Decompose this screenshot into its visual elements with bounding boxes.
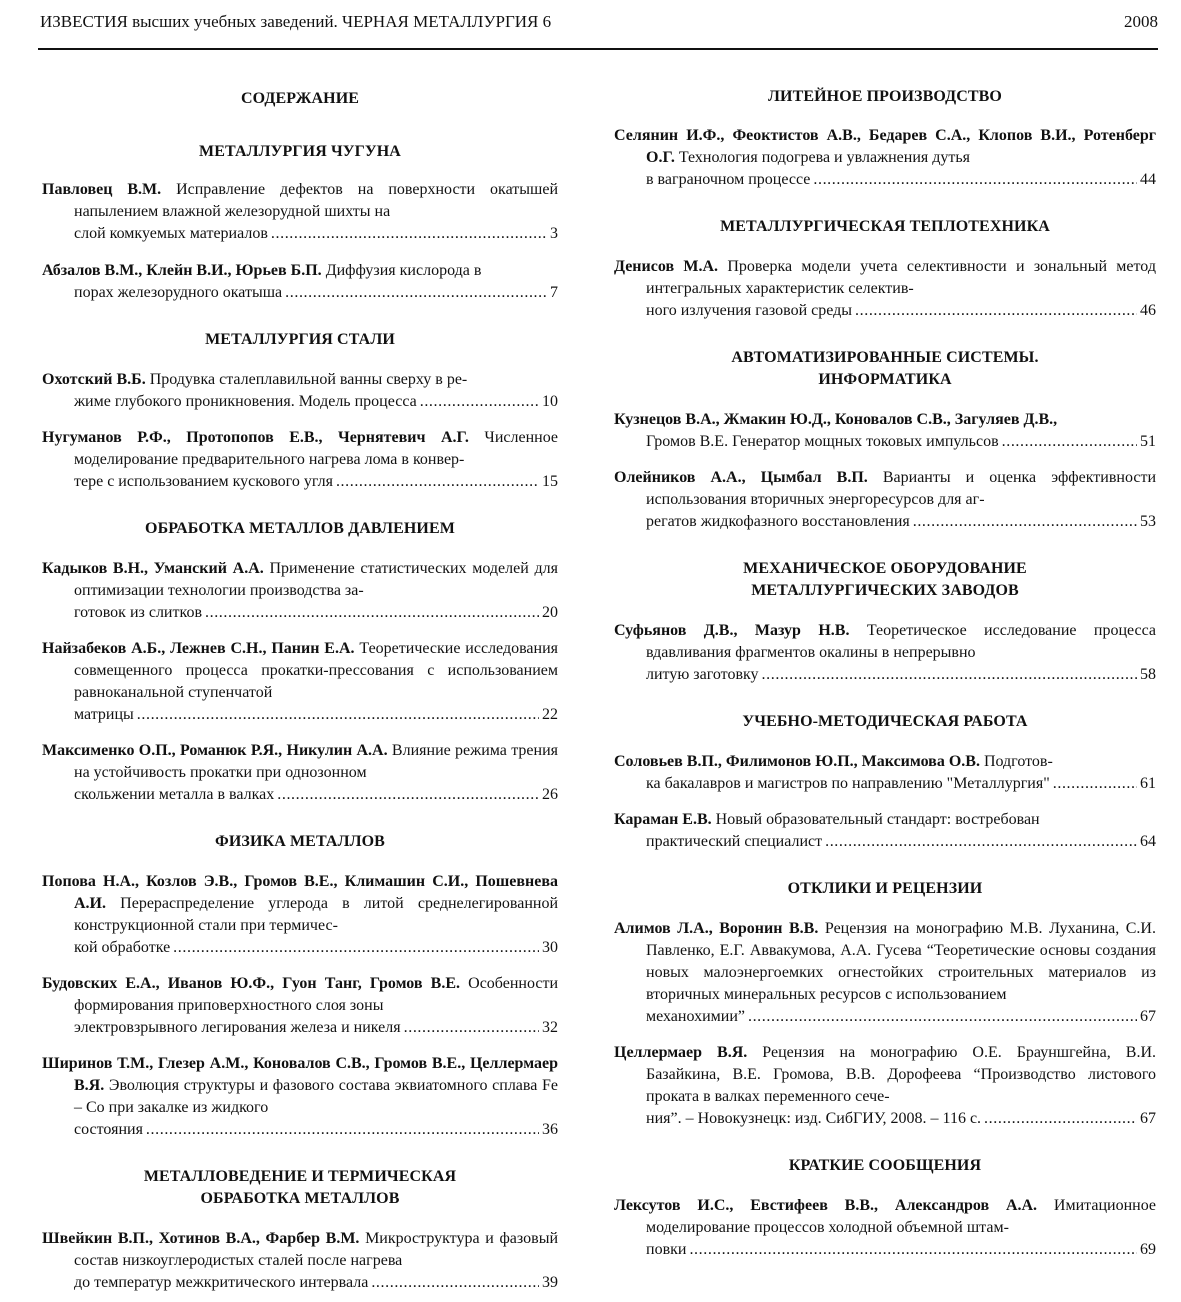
entry-authors: Олейников А.А., Цымбал В.П. xyxy=(614,469,868,486)
dot-leader xyxy=(173,937,539,959)
page-number: 69 xyxy=(1140,1241,1156,1258)
toc-entry[interactable] xyxy=(42,638,558,726)
section-title: АВТОМАТИЗИРОВАННЫЕ СИСТЕМЫ. xyxy=(731,349,1039,366)
section-title-line2: ИНФОРМАТИКА xyxy=(818,371,952,388)
entry-title: Рецензия на монографию М.В. Луханина, С.И. Павленко, Е.Г. Аввакумова, А.А. Гусева “Теоретические основы создания новых малоэнергоемких огнестойких строительных материалов из вторичных минеральных ресурсов с использованием xyxy=(646,920,1156,1003)
entry-title: Теоретическое исследование процесса вдавливания фрагментов окалины в непрерывно xyxy=(646,622,1157,661)
entry-title-end: кой обработке xyxy=(74,939,171,956)
entry-title: Исправление дефектов на поверхности окатышей напылением влажной железорудной шихты на xyxy=(74,181,558,220)
entry-title: Проверка модели учета селективности и зональный метод интегральных характеристик селектив- xyxy=(646,258,1156,297)
dot-leader xyxy=(855,300,1137,322)
section-title-line2: ОБРАБОТКА МЕТАЛЛОВ xyxy=(200,1190,400,1207)
dot-leader xyxy=(371,1272,539,1294)
entry-title: Особенности формирования приповерхностного слоя зоны xyxy=(74,975,559,1014)
entry-title: Теоретические исследования совмещенного процесса прокатки-прессования с использованием равноканальной ступенчатой xyxy=(74,640,559,701)
dot-leader xyxy=(205,602,539,624)
entry-title: Численное моделирование предварительного нагрева лома в конвер- xyxy=(74,429,558,468)
toc-entry[interactable] xyxy=(614,1042,1156,1130)
dot-leader xyxy=(825,831,1137,853)
entry-title-end: практический специалист xyxy=(646,833,823,850)
dot-leader xyxy=(748,1006,1137,1028)
toc-entry[interactable] xyxy=(614,751,1156,795)
toc-entry[interactable] xyxy=(42,1053,558,1141)
entry-title-end: тере с использованием кускового угля xyxy=(74,473,333,490)
journal-title: ИЗВЕСТИЯ высших учебных заведений. ЧЕРНАЯ МЕТАЛЛУРГИЯ 6 xyxy=(40,12,552,31)
issue-year: 2008 xyxy=(1124,12,1158,31)
toc-entry[interactable] xyxy=(42,260,558,304)
toc-entry[interactable] xyxy=(42,558,558,624)
entry-title: Технология подогрева и увлажнения дутья xyxy=(674,149,971,166)
running-header xyxy=(40,8,1158,36)
dot-leader xyxy=(1002,431,1137,453)
dot-leader xyxy=(271,223,547,245)
dot-leader xyxy=(336,471,539,493)
entry-authors: Максименко О.П., Романюк Р.Я., Никулин А.А. xyxy=(42,742,388,759)
right-column xyxy=(614,86,1156,1261)
entry-title: Микроструктура и фазовый состав низкоуглеродистых сталей после нагрева xyxy=(74,1230,559,1269)
toc-entry[interactable] xyxy=(614,809,1156,853)
page-number: 22 xyxy=(542,706,558,723)
page-number: 64 xyxy=(1140,833,1156,850)
left-column xyxy=(42,86,558,1294)
entry-title-end: в ваграночном процессе xyxy=(646,171,811,188)
entry-authors: Лексутов И.С., Евстифеев В.В., Александров А.А. xyxy=(614,1197,1038,1214)
page-number: 61 xyxy=(1140,775,1156,792)
entry-title-end: ния”. – Новокузнецк: изд. СибГИУ, 2008. – 116 с. xyxy=(646,1110,982,1127)
dot-leader xyxy=(913,511,1137,533)
toc-entry[interactable] xyxy=(614,125,1156,191)
entry-title-end: литую заготовку xyxy=(646,666,759,683)
page-number: 53 xyxy=(1140,513,1156,530)
page-number: 3 xyxy=(550,225,558,242)
entry-authors: Будовских Е.А., Иванов Ю.Ф., Гуон Танг, Громов В.Е. xyxy=(42,975,461,992)
entry-title: Подготов- xyxy=(979,753,1053,770)
toc-entry[interactable] xyxy=(614,409,1156,453)
entry-authors: Суфьянов Д.В., Мазур Н.В. xyxy=(614,622,850,639)
entry-authors: Ширинов Т.М., Глезер А.М., Коновалов С.В., Громов В.Е., Целлермаер В.Я. xyxy=(42,1055,558,1094)
entry-title: Применение статистических моделей для оптимизации технологии производства за- xyxy=(74,560,558,599)
entry-title-end: повки xyxy=(646,1241,687,1258)
page-number: 20 xyxy=(542,604,558,621)
dot-leader xyxy=(813,169,1137,191)
page-number: 46 xyxy=(1140,302,1156,319)
entry-title-end: готовок из слитков xyxy=(74,604,202,621)
section-heading xyxy=(614,347,1156,391)
entry-title: Рецензия на монографию О.Е. Брауншгейна, В.И. Базайкина, В.Е. Громова, В.В. Дорофеева “Производство листового проката в валках переменного сече- xyxy=(646,1044,1157,1105)
entry-title-end: до температур межкритического интервала xyxy=(74,1274,369,1291)
entry-title: Перераспределение углерода в литой среднелегированной конструкционной стали при термичес- xyxy=(74,895,558,934)
section-heading xyxy=(42,1166,558,1210)
toc-entry[interactable] xyxy=(614,918,1156,1028)
page-number: 44 xyxy=(1140,171,1156,188)
section-title: МЕТАЛЛУРГИЯ СТАЛИ xyxy=(205,331,395,348)
toc-entry[interactable] xyxy=(42,179,558,245)
entry-authors: Охотский В.Б. xyxy=(42,371,146,388)
page-number: 67 xyxy=(1140,1110,1156,1127)
section-title: МЕХАНИЧЕСКОЕ ОБОРУДОВАНИЕ xyxy=(743,560,1027,577)
dot-leader xyxy=(420,391,539,413)
entry-title: Имитационное моделирование процессов холодной объемной штам- xyxy=(646,1197,1156,1236)
page-number: 36 xyxy=(542,1121,558,1138)
section-title: ФИЗИКА МЕТАЛЛОВ xyxy=(215,833,385,850)
toc-entry[interactable] xyxy=(42,973,558,1039)
entry-title: Диффузия кислорода в xyxy=(321,262,482,279)
entry-title: Влияние режима трения на устойчивость прокатки при однозонном xyxy=(74,742,558,781)
toc-entry[interactable] xyxy=(42,369,558,413)
toc-entry[interactable] xyxy=(42,427,558,493)
entry-authors: Кадыков В.Н., Уманский А.А. xyxy=(42,560,264,577)
page-number: 10 xyxy=(542,393,558,410)
section-title: ЛИТЕЙНОЕ ПРОИЗВОДСТВО xyxy=(768,88,1002,105)
page-number: 15 xyxy=(542,473,558,490)
entry-authors: Попова Н.А., Козлов Э.В., Громов В.Е., Климашин С.И., Пошевнева А.И. xyxy=(42,873,558,912)
entry-title-end: регатов жидкофазного восстановления xyxy=(646,513,910,530)
entry-authors: Абзалов В.М., Клейн В.И., Юрьев Б.П. xyxy=(42,262,322,279)
entry-title-end: скольжении металла в валках xyxy=(74,786,275,803)
dot-leader xyxy=(146,1119,539,1141)
dot-leader xyxy=(1053,773,1137,795)
page-number: 30 xyxy=(542,939,558,956)
section-title: МЕТАЛЛУРГИЯ ЧУГУНА xyxy=(199,143,401,160)
page-number: 67 xyxy=(1140,1008,1156,1025)
entry-title-end: матрицы xyxy=(74,706,134,723)
section-heading xyxy=(614,558,1156,602)
dot-leader xyxy=(762,664,1137,686)
page-number: 7 xyxy=(550,284,558,301)
dot-leader xyxy=(285,282,547,304)
entry-authors: Павловец В.М. xyxy=(42,181,162,198)
section-title-line2: МЕТАЛЛУРГИЧЕСКИХ ЗАВОДОВ xyxy=(751,582,1019,599)
dot-leader xyxy=(404,1017,539,1039)
entry-title-end: электровзрывного легирования железа и никеля xyxy=(74,1019,401,1036)
entry-title-end: слой комкуемых материалов xyxy=(74,225,268,242)
entry-title: Эволюция структуры и фазового состава эквиатомного сплава Fe – Co при закалке из жидкого xyxy=(74,1077,558,1116)
entry-title-end: ного излучения газовой среды xyxy=(646,302,853,319)
dot-leader xyxy=(984,1108,1137,1130)
section-title: ОТКЛИКИ И РЕЦЕНЗИИ xyxy=(787,880,983,897)
entry-authors: Нугуманов Р.Ф., Протопопов Е.В., Чернятевич А.Г. xyxy=(42,429,469,446)
toc-entry[interactable] xyxy=(614,467,1156,533)
header-rule xyxy=(38,48,1158,50)
section-title: МЕТАЛЛОВЕДЕНИЕ И ТЕРМИЧЕСКАЯ xyxy=(143,1168,457,1185)
toc-entry[interactable] xyxy=(42,1228,558,1294)
section-title: КРАТКИЕ СООБЩЕНИЯ xyxy=(788,1157,982,1174)
contents-title: СОДЕРЖАНИЕ xyxy=(240,90,360,107)
entry-authors: Соловьев В.П., Филимонов Ю.П., Максимова О.В. xyxy=(614,753,980,770)
toc-entry[interactable] xyxy=(614,256,1156,322)
page-number: 39 xyxy=(542,1274,558,1291)
page-number: 58 xyxy=(1140,666,1156,683)
entry-title-end: состояния xyxy=(74,1121,143,1138)
dot-leader xyxy=(137,704,539,726)
entry-authors: Денисов М.А. xyxy=(614,258,719,275)
entry-title-end: порах железорудного окатыша xyxy=(74,284,283,301)
entry-title: Продувка сталеплавильной ванны сверху в ре- xyxy=(145,371,468,388)
entry-title-end: механохимии” xyxy=(646,1008,745,1025)
toc-entry[interactable] xyxy=(42,740,558,806)
entry-authors: Селянин И.Ф., Феоктистов А.В., Бедарев С.А., Клопов В.И., Ротенберг О.Г. xyxy=(614,127,1156,166)
toc-entry[interactable] xyxy=(42,871,558,959)
entry-authors: Целлермаер В.Я. xyxy=(614,1044,748,1061)
toc-entry[interactable] xyxy=(614,620,1156,686)
entry-authors: Кузнецов В.А., Жмакин Ю.Д., Коновалов С.В., Загуляев Д.В., xyxy=(614,411,1058,428)
entry-title-end: жиме глубокого проникновения. Модель процесса xyxy=(74,393,417,410)
dot-leader xyxy=(689,1239,1137,1261)
toc-entry[interactable] xyxy=(614,1195,1156,1261)
section-title: УЧЕБНО-МЕТОДИЧЕСКАЯ РАБОТА xyxy=(742,713,1028,730)
entry-title: Варианты и оценка эффективности использования вторичных энергоресурсов для аг- xyxy=(646,469,1157,508)
page-number: 26 xyxy=(542,786,558,803)
dot-leader xyxy=(277,784,539,806)
entry-authors: Найзабеков А.Б., Лежнев С.Н., Панин Е.А. xyxy=(42,640,355,657)
entry-title: Новый образовательный стандарт: востребован xyxy=(711,811,1040,828)
page-number: 32 xyxy=(542,1019,558,1036)
entry-authors: Караман Е.В. xyxy=(614,811,712,828)
entry-authors: Алимов Л.А., Воронин В.В. xyxy=(614,920,819,937)
entry-title-end: ка бакалавров и магистров по направлению "Металлургия" xyxy=(646,775,1050,792)
section-title: ОБРАБОТКА МЕТАЛЛОВ ДАВЛЕНИЕМ xyxy=(145,520,455,537)
entry-title-end: Громов В.Е. Генератор мощных токовых импульсов xyxy=(646,433,999,450)
section-title: МЕТАЛЛУРГИЧЕСКАЯ ТЕПЛОТЕХНИКА xyxy=(720,218,1050,235)
page-number: 51 xyxy=(1140,433,1156,450)
entry-authors: Швейкин В.П., Хотинов В.А., Фарбер В.М. xyxy=(42,1230,360,1247)
